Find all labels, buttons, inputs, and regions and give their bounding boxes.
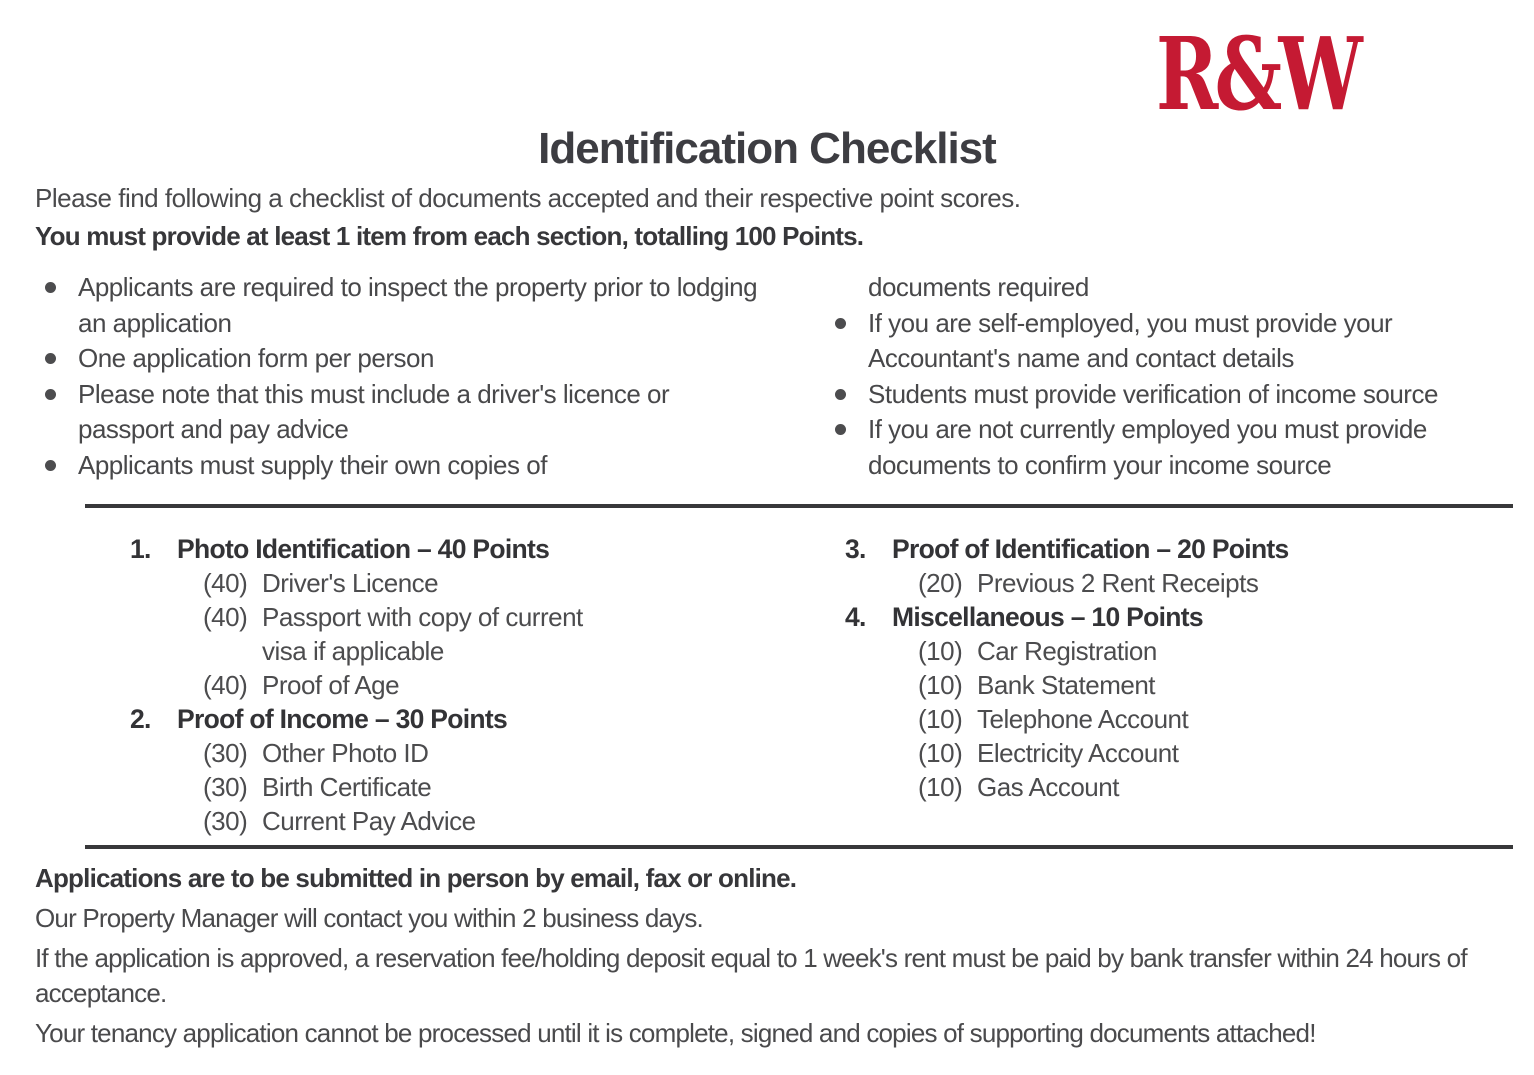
bullet-text: Students must provide verification of income source — [868, 378, 1438, 409]
bullet-icon — [45, 389, 56, 400]
bullet-text: Applicants must supply their own copies of — [78, 449, 547, 480]
item-points: (10) — [918, 704, 963, 734]
section-number: 4. — [845, 602, 866, 632]
bullet-text: If you are self-employed, you must provide your Accountant's name and contact details — [868, 307, 1393, 373]
item-points: (30) — [203, 738, 248, 768]
list-item — [35, 377, 768, 448]
section-item — [203, 770, 845, 804]
continuation-text: documents required — [868, 272, 1089, 302]
item-label: Car Registration — [977, 636, 1157, 666]
list-item — [35, 270, 768, 341]
item-label: Proof of Age — [262, 670, 400, 700]
footer-line-bold: Applications are to be submitted in person by email, fax or online. — [35, 863, 797, 893]
item-label: Bank Statement — [977, 670, 1155, 700]
page-title: Identification Checklist — [538, 124, 996, 173]
item-points: (10) — [918, 636, 963, 666]
section-divider-top — [85, 504, 1513, 508]
item-points: (10) — [918, 738, 963, 768]
sections-column-right — [845, 532, 1525, 838]
section-heading: Proof of Identification – 20 Points — [892, 534, 1289, 564]
section-item — [203, 804, 845, 838]
list-item — [825, 377, 1534, 413]
footer-line: If the application is approved, a reservation fee/holding deposit equal to 1 week's rent must be paid by bank transfer within 24 hours of acceptance. — [35, 943, 1467, 1008]
bullet-text: Applicants are required to inspect the property prior to lodging an application — [78, 272, 758, 338]
section-heading-row — [845, 600, 1525, 634]
item-label: Other Photo ID — [262, 738, 429, 768]
item-points: (20) — [918, 568, 963, 598]
bullet-icon — [45, 460, 56, 471]
bullet-icon — [45, 353, 56, 364]
section-heading-row — [130, 532, 845, 566]
section-item — [203, 736, 845, 770]
bullet-icon — [835, 389, 846, 400]
bullet-text: One application form per person — [78, 343, 434, 373]
list-item — [825, 306, 1534, 377]
item-label: Birth Certificate — [262, 772, 432, 802]
item-label: Electricity Account — [977, 738, 1179, 768]
rw-logo: R&W — [1156, 15, 1360, 133]
section-item — [203, 566, 845, 600]
item-points: (40) — [203, 568, 248, 598]
section-item — [918, 736, 1525, 770]
item-points: (30) — [203, 806, 248, 836]
list-item — [825, 270, 1534, 306]
section-divider-bottom — [85, 845, 1513, 849]
intro-bold-line: You must provide at least 1 item from each section, totalling 100 Points. — [35, 221, 864, 251]
section-heading: Miscellaneous – 10 Points — [892, 602, 1203, 632]
item-label: Driver's Licence — [262, 568, 439, 598]
bullet-icon — [835, 318, 846, 329]
footer-line: Our Property Manager will contact you within 2 business days. — [35, 903, 703, 933]
bullet-icon — [835, 424, 846, 435]
item-points: (10) — [918, 670, 963, 700]
item-points: (40) — [203, 670, 248, 700]
bullet-icon — [45, 282, 56, 293]
section-item — [203, 600, 845, 668]
footer-line: Your tenancy application cannot be processed until it is complete, signed and copies of supporting documents attached! — [35, 1018, 1316, 1048]
section-heading: Photo Identification – 40 Points — [177, 534, 550, 564]
list-item — [35, 448, 768, 484]
item-label: Telephone Account — [977, 704, 1189, 734]
item-points: (10) — [918, 772, 963, 802]
list-item — [35, 341, 768, 377]
section-heading-row — [130, 702, 845, 736]
section-heading: Proof of Income – 30 Points — [177, 704, 508, 734]
item-points: (30) — [203, 772, 248, 802]
item-label: Previous 2 Rent Receipts — [977, 568, 1259, 598]
item-label: Gas Account — [977, 772, 1119, 802]
section-item — [918, 634, 1525, 668]
bullet-lists — [35, 270, 1534, 483]
bullet-list-right — [825, 270, 1534, 483]
bullet-text: If you are not currently employed you must provide documents to confirm your income source — [868, 414, 1427, 480]
list-item — [825, 412, 1534, 483]
sections-column-left — [130, 532, 845, 838]
section-item — [918, 566, 1525, 600]
section-item — [918, 702, 1525, 736]
item-label: Current Pay Advice — [262, 806, 476, 836]
item-points: (40) — [203, 602, 248, 632]
points-sections — [130, 532, 1525, 838]
section-heading-row — [845, 532, 1525, 566]
footer — [35, 861, 1525, 1056]
section-item — [203, 668, 845, 702]
section-number: 2. — [130, 704, 151, 734]
intro-line: Please find following a checklist of documents accepted and their respective point scores. — [35, 183, 1021, 213]
section-number: 3. — [845, 534, 866, 564]
section-item — [918, 770, 1525, 804]
bullet-text: Please note that this must include a driver's licence or passport and pay advice — [78, 378, 670, 444]
section-number: 1. — [130, 534, 151, 564]
bullet-list-left — [35, 270, 768, 483]
section-item — [918, 668, 1525, 702]
item-label: Passport with copy of current visa if applicable — [262, 602, 583, 666]
